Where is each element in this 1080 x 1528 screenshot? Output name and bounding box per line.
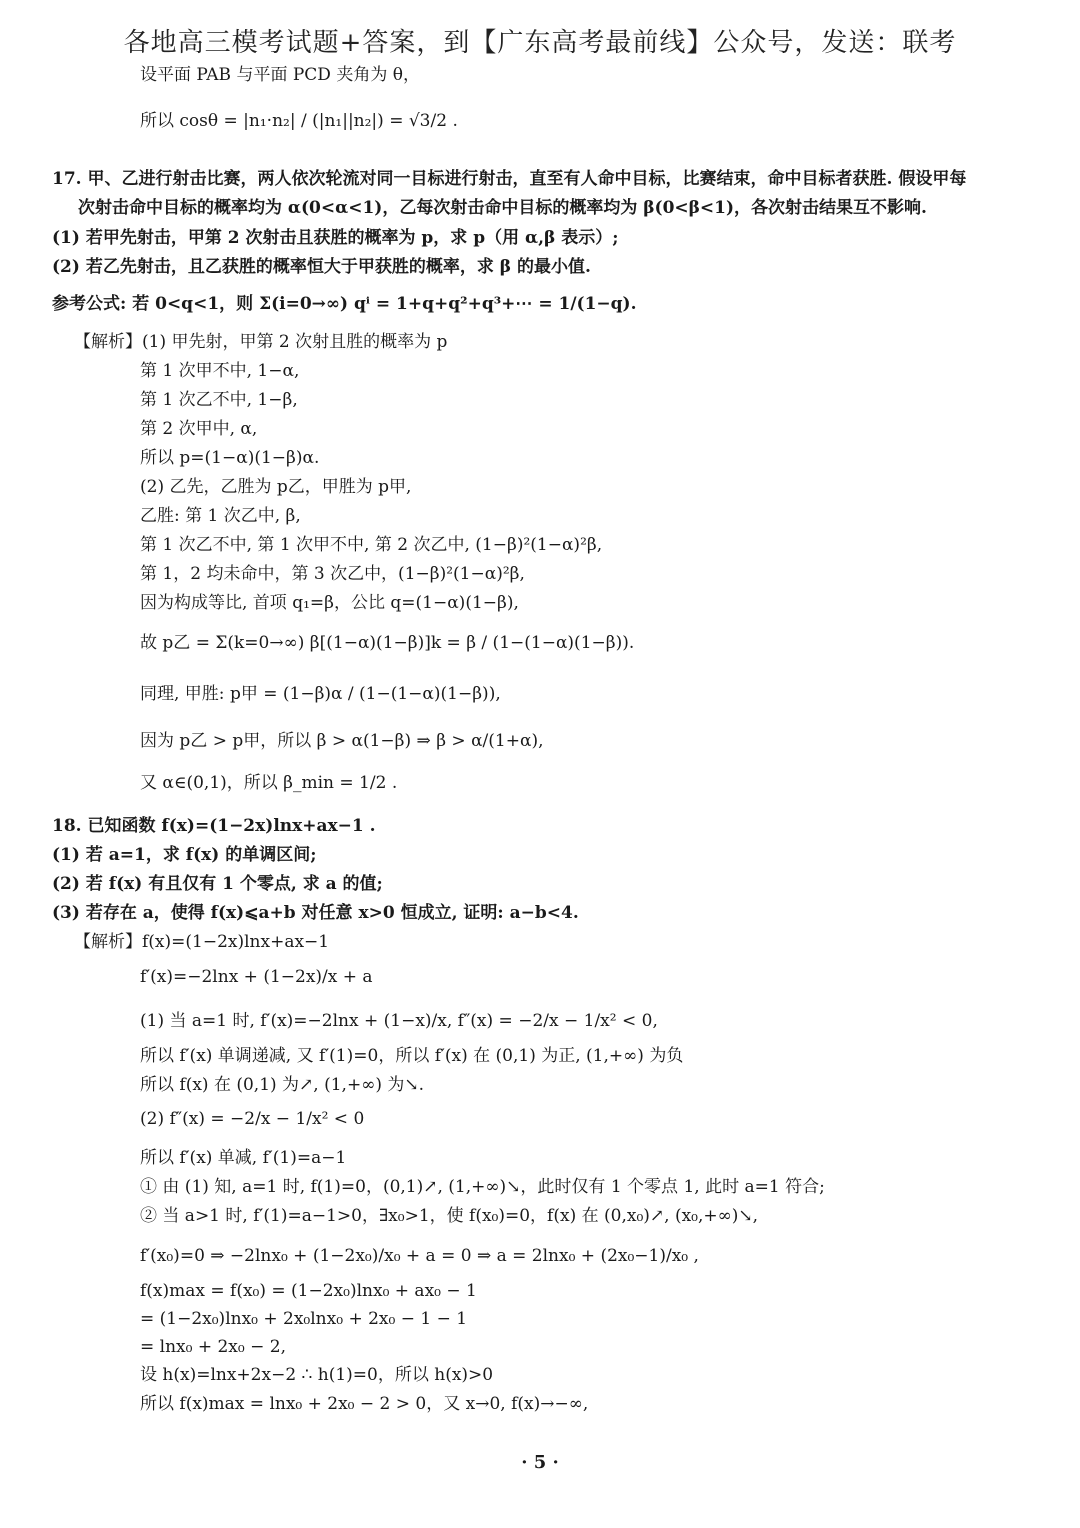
text-line: (1) 当 a=1 时, f′(x)=−2lnx + (1−x)/x, f″(x) = −2/x − 1/x² < 0,	[140, 1011, 658, 1031]
watermark-header: 各地高三模考试题+答案，到【广东高考最前线】公众号，发送：联考	[123, 28, 957, 58]
text-line: 所以 f(x) 在 (0,1) 为↗, (1,+∞) 为↘.	[140, 1075, 425, 1095]
text-line: 设 h(x)=lnx+2x−2 ∴ h(1)=0，所以 h(x)>0	[140, 1365, 494, 1385]
text-line: 所以 p=(1−α)(1−β)α.	[140, 448, 320, 468]
text-line: ② 当 a>1 时, f′(1)=a−1>0，∃x₀>1，使 f(x₀)=0，f(x) 在 (0,x₀)↗, (x₀,+∞)↘,	[140, 1206, 759, 1226]
text-line: f′(x)=−2lnx + (1−2x)/x + a	[140, 967, 373, 987]
text-line: 第 1 次乙不中, 1−β,	[140, 390, 298, 410]
text-line: ① 由 (1) 知, a=1 时, f(1)=0，(0,1)↗, (1,+∞)↘，此时仅有 1 个零点 1, 此时 a=1 符合;	[140, 1177, 825, 1197]
problem-18-stem: 18. 已知函数 f(x)=(1−2x)lnx+ax−1 .	[52, 816, 376, 836]
text-line: f′(x₀)=0 ⇒ −2lnx₀ + (1−2x₀)/x₀ + a = 0 ⇒ a = 2lnx₀ + (2x₀−1)/x₀ ,	[140, 1246, 699, 1266]
text-line: 第 2 次甲中, α,	[140, 419, 258, 439]
text-line: 第 1，2 均未命中，第 3 次乙中，(1−β)²(1−α)²β,	[140, 564, 525, 584]
problem-17-stem: 17. 甲、乙进行射击比赛，两人依次轮流对同一目标进行射击，直至有人命中目标，比赛结束，命中目标者获胜. 假设甲每	[52, 169, 967, 189]
text-line: 同理, 甲胜: p甲 = (1−β)α / (1−(1−α)(1−β)),	[140, 684, 501, 704]
solution-label: 【解析】(1) 甲先射，甲第 2 次射且胜的概率为 p	[74, 332, 448, 352]
text-line: 所以 f′(x) 单减, f′(1)=a−1	[140, 1148, 347, 1168]
text-line: 次射击命中目标的概率均为 α(0<α<1)，乙每次射击命中目标的概率均为 β(0<β<1)，各次射击结果互不影响.	[78, 198, 927, 218]
text-line: 第 1 次甲不中, 1−α,	[140, 361, 300, 381]
text-line: 因为构成等比, 首项 q₁=β，公比 q=(1−α)(1−β),	[140, 593, 519, 613]
text-line: (2) 乙先，乙胜为 p乙，甲胜为 p甲,	[140, 477, 412, 497]
text-line: 故 p乙 = Σ(k=0→∞) β[(1−α)(1−β)]k = β / (1−(1−α)(1−β)).	[140, 633, 635, 653]
page-number: · 5 ·	[521, 1452, 559, 1473]
text-line: = lnx₀ + 2x₀ − 2,	[140, 1337, 286, 1357]
text-line: 所以 f′(x) 单调递减, 又 f′(1)=0，所以 f′(x) 在 (0,1) 为正, (1,+∞) 为负	[140, 1046, 684, 1066]
text-line: 乙胜: 第 1 次乙中, β,	[140, 506, 301, 526]
reference-formula: 参考公式: 若 0<q<1，则 Σ(i=0→∞) qⁱ = 1+q+q²+q³+⋯ = 1/(1−q).	[52, 294, 637, 314]
text-line: 所以 cosθ = |n₁·n₂| / (|n₁||n₂|) = √3/2 .	[140, 111, 458, 131]
text-line: (1) 若 a=1，求 f(x) 的单调区间;	[52, 845, 317, 865]
text-line: (1) 若甲先射击，甲第 2 次射击且获胜的概率为 p，求 p（用 α,β 表示）;	[52, 228, 619, 248]
text-line: (3) 若存在 a，使得 f(x)⩽a+b 对任意 x>0 恒成立, 证明: a−b<4.	[52, 903, 579, 923]
text-line: (2) 若乙先射击，且乙获胜的概率恒大于甲获胜的概率，求 β 的最小值.	[52, 257, 591, 277]
text-line: (2) f″(x) = −2/x − 1/x² < 0	[140, 1109, 365, 1129]
text-line: f(x)max = f(x₀) = (1−2x₀)lnx₀ + ax₀ − 1	[140, 1281, 477, 1301]
text-line: 因为 p乙 > p甲，所以 β > α(1−β) ⇒ β > α/(1+α),	[140, 731, 544, 751]
text-line: = (1−2x₀)lnx₀ + 2x₀lnx₀ + 2x₀ − 1 − 1	[140, 1309, 468, 1329]
text-line: 所以 f(x)max = lnx₀ + 2x₀ − 2 > 0，又 x→0, f(x)→−∞,	[140, 1394, 589, 1414]
text-line: (2) 若 f(x) 有且仅有 1 个零点, 求 a 的值;	[52, 874, 383, 894]
text-line: 又 α∈(0,1)，所以 β_min = 1/2 .	[140, 773, 398, 793]
text-line: 第 1 次乙不中, 第 1 次甲不中, 第 2 次乙中, (1−β)²(1−α)²β,	[140, 535, 603, 555]
text-line: 设平面 PAB 与平面 PCD 夹角为 θ，	[140, 65, 420, 85]
solution-label: 【解析】f(x)=(1−2x)lnx+ax−1	[74, 932, 330, 952]
